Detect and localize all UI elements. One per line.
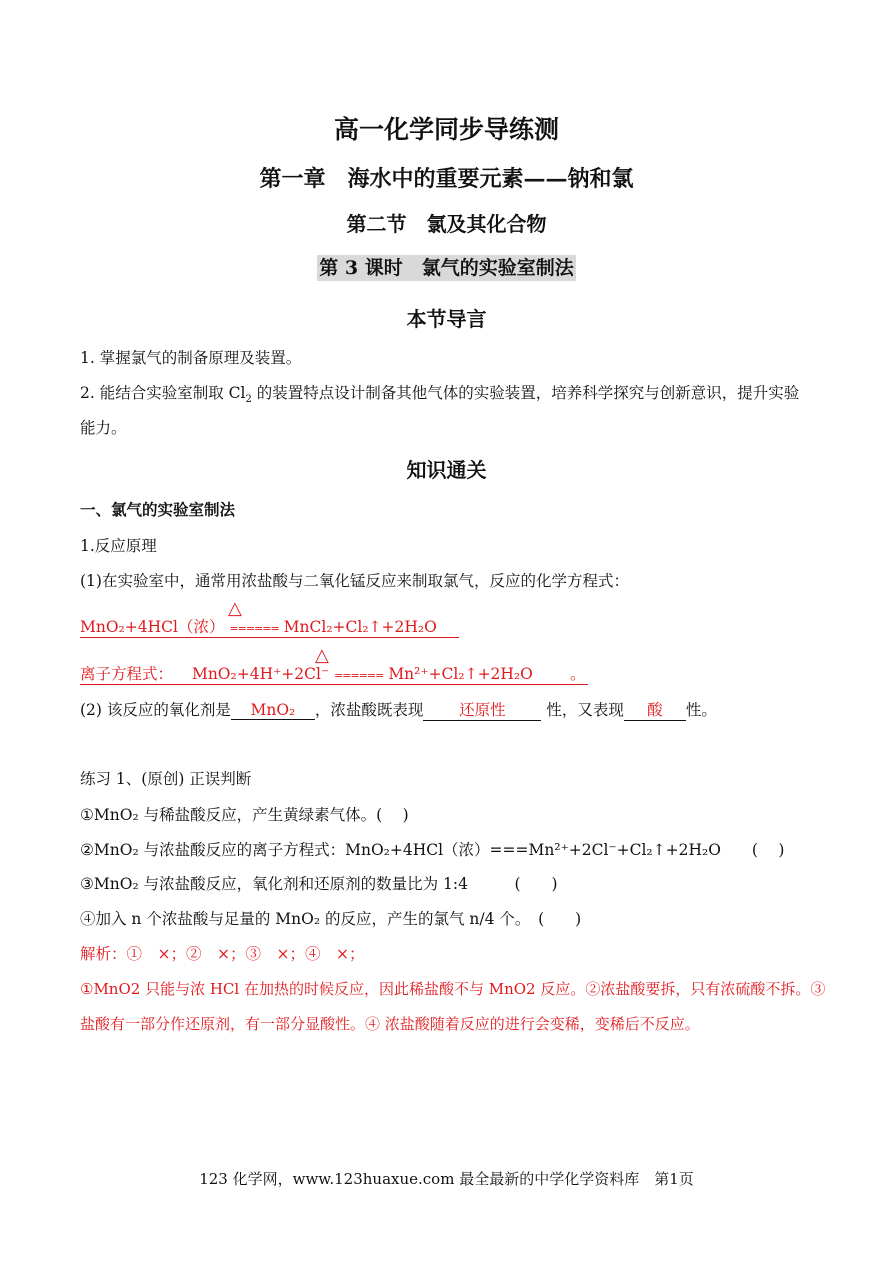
intro-heading: 本节导言	[406, 307, 487, 331]
explanation-line-1: ①MnO2 只能与浓 HCl 在加热的时候反应，因此稀盐酸不与 MnO2 反应。②浓盐酸要拆，只有浓硫酸不拆。③	[80, 980, 826, 998]
ionic-end: 。	[570, 665, 586, 683]
statement-2: ②MnO₂ 与浓盐酸反应的离子方程式：MnO₂+4HCl（浓）===Mn²⁺+2Cl⁻+Cl₂↑+2H₂O ( )	[80, 841, 785, 859]
answer-oxidant: MnO₂	[231, 701, 315, 720]
explanation-line-2: 盐酸有一部分作还原剂，有一部分显酸性。④ 浓盐酸随着反应的进行会变稀，变稀后不反应。	[80, 1015, 700, 1033]
q2-part-d: 性。	[685, 701, 717, 719]
intro-item-2-post: 的装置特点设计制备其他气体的实验装置，培养科学探究与创新意识，提升实验	[251, 384, 800, 402]
equation-right: MnCl₂+Cl₂↑+2H₂O	[283, 618, 437, 636]
section-1-title: 一、氯气的实验室制法	[80, 500, 236, 519]
q2-part-a: (2) 该反应的氧化剂是	[80, 701, 231, 719]
question-1: (1)在实验室中，通常用浓盐酸与二氧化锰反应来制取氯气，反应的化学方程式：	[80, 572, 629, 590]
answer-line: 解析：① ×；② ×；③ ×；④ ×；	[80, 945, 365, 963]
answer-reducing: 还原性	[423, 698, 541, 721]
ionic-equation	[80, 662, 588, 685]
equation-left: MnO₂+4HCl（浓）	[80, 618, 225, 636]
equation-arrow: ======	[229, 622, 279, 635]
intro-item-2-pre: 2. 能结合实验室制取 Cl	[80, 384, 246, 402]
q2-part-b: ，浓盐酸既表现	[314, 701, 424, 719]
question-2	[80, 698, 717, 721]
statement-4: ④加入 n 个浓盐酸与足量的 MnO₂ 的反应，产生的氯气 n/4 个。 ( )	[80, 910, 582, 928]
intro-item-1: 1. 掌握氯气的制备原理及装置。	[80, 349, 302, 367]
lesson-heading	[0, 253, 893, 280]
ionic-left: MnO₂+4H⁺+2Cl⁻	[191, 665, 330, 683]
section-heading: 第二节 氯及其化合物	[346, 212, 547, 236]
statement-1: ①MnO₂ 与稀盐酸反应，产生黄绿素气体。( )	[80, 806, 409, 824]
lesson-label: 第 3 课时 氯气的实验室制法	[319, 257, 574, 279]
practice-title: 练习 1、(原创) 正误判断	[80, 770, 252, 788]
heat-symbol-2: △	[315, 645, 329, 666]
statement-3: ③MnO₂ 与浓盐酸反应，氧化剂和还原剂的数量比为 1:4 ( )	[80, 875, 558, 893]
heat-symbol-1: △	[228, 598, 242, 619]
q2-part-c: 性，又表现	[541, 701, 624, 719]
chapter-heading: 第一章 海水中的重要元素——钠和氯	[259, 166, 634, 192]
intro-item-2	[80, 381, 799, 405]
page-footer: 123 化学网，www.123huaxue.com 最全最新的中学化学资料库 第1页	[199, 1170, 694, 1188]
subsection-reaction-principle: 1.反应原理	[80, 537, 157, 555]
document-title: 高一化学同步导练测	[333, 115, 559, 144]
intro-item-2-sub: 2	[245, 394, 252, 406]
knowledge-heading: 知识通关	[406, 458, 487, 482]
ionic-label: 离子方程式：	[80, 665, 174, 683]
ionic-arrow: ======	[334, 669, 384, 682]
chemical-equation	[80, 615, 459, 638]
intro-item-2-cont: 能力。	[80, 419, 127, 437]
answer-acid: 酸	[624, 698, 686, 721]
ionic-right: Mn²⁺+Cl₂↑+2H₂O	[388, 665, 533, 683]
